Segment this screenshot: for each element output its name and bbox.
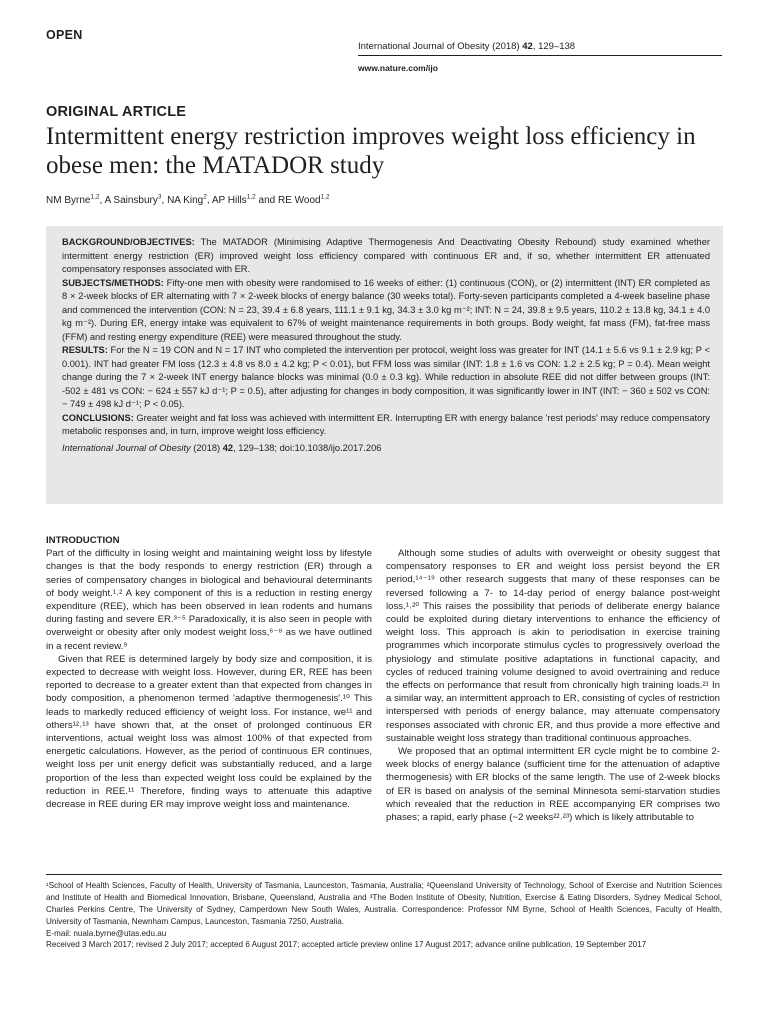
author-affiliation-marker: 1,2 xyxy=(90,193,100,201)
author-affiliation-marker: 2 xyxy=(203,193,207,201)
body-paragraph: Part of the difficulty in losing weight and maintaining weight loss by lifestyle changes is that the body responds to energy restriction (ER) through a series of compensatory changes in biological and behavioural determinants of body weight.¹˒² A key component of this is a reduction in resting energy expenditure (REE), which has been observed in lean rodents and humans during fasting and severe ER.³⁻⁵ Paradoxically, it is also seen in people with overweight or obesity after only modest weight loss,⁶⁻⁸ as we have outlined in a recent review.⁹ xyxy=(46,548,372,652)
author-name: AP Hills xyxy=(211,195,247,206)
abstract-results-text: For the N = 19 CON and N = 17 INT who completed the intervention per protocol, weight loss was greater for INT (14.1 ± 5.6 vs 9.1 ± 2.9 kg; P < 0.001). INT had greater FM loss (12.3 ± 4.8 vs 8.0 ± 4.2 kg; P < 0.01), but FFM loss was similar (INT: 1.8 ± 1.6 vs CON: 1.2 ± 2.5 kg; P = 0.4). Mean weight change during the 7 × 2-week INT energy balance blocks was minimal (0.0 ± 0.3 kg). While reduction in absolute REE did not differ between groups (INT: -502 ± 481 vs CON: − 624 ± 557 kJ d⁻¹; P = 0.5), after adjusting for changes in body composition, it was significantly lower in INT (INT: − 360 ± 502 vs CON: − 749 ± 498 kJ d⁻¹; P < 0.05). xyxy=(62,345,710,409)
citation-doi[interactable]: , 129–138; doi:10.1038/ijo.2017.206 xyxy=(233,442,382,453)
open-access-label: OPEN xyxy=(46,28,83,42)
abstract-results-label: RESULTS: xyxy=(62,345,108,355)
abstract-methods xyxy=(62,277,710,345)
journal-citation-name: International Journal of Obesity (2018) xyxy=(358,41,523,52)
author-name: A Sainsbury xyxy=(104,195,158,206)
abstract-text xyxy=(62,236,710,455)
journal-citation-pages: , 129–138 xyxy=(532,41,576,52)
affiliation-footnotes xyxy=(46,880,722,940)
abstract-background xyxy=(62,236,710,277)
article-type-label: ORIGINAL ARTICLE xyxy=(46,104,187,120)
abstract-methods-label: SUBJECTS/METHODS: xyxy=(62,277,164,288)
author-list: NM Byrne$^{1,2}$, A Sainsbury$^3$, NA King$^2$, AP Hills$^{1,2}$ and RE Wood$^{1,2}$ xyxy=(46,193,330,206)
body-paragraph: Given that REE is determined largely by body size and composition, it is expected to decrease with weight loss. However, during ER, REE has been reported to decrease to a greater extent than that expected from changes in body composition, a phenomenon termed 'adaptive thermogenesis'.¹⁰ This leads to markedly reduced efficiency of weight loss. For instance, we¹¹ and others¹²˒¹³ have shown that, at the onset of prolonged continuous ER interventions, actual weight loss was almost 100% of that expected from energetic calculations. However, as the period of continuous ER continues, weight loss per unit energy deficit was substantially reduced, and a large proportion of the less than expected weight loss could be explained by the reduction in REE.¹¹ Therefore, finding ways to attenuate this adaptive decrease in REE during ER may improve weight loss and maintenance. xyxy=(46,653,372,811)
author-name: NM Byrne xyxy=(46,195,91,206)
body-column-left xyxy=(46,534,372,811)
journal-url[interactable]: www.nature.com/ijo xyxy=(358,63,438,73)
abstract-methods-text: Fifty-one men with obesity were randomised to 16 weeks of either: (1) continuous (CON), or (2) intermittent (INT) ER completed as 8 × 2-week blocks of ER alternating with 7 × 2-week blocks of energy balance (30 weeks total). Forty-seven participants completed a 4-week baseline phase and commenced the intervention (CON: N = 23, 39.4 ± 6.8 years, 111.1 ± 9.1 kg, 34.3 ± 3.0 kg m⁻²; INT: N = 24, 39.8 ± 9.5 years, 110.2 ± 13.8 kg, 34.1 ± 4.0 kg m⁻²). During ER, energy intake was equivalent to 67% of weight maintenance requirements in both groups. Body weight, fat mass (FM), fat-free mass (FFM) and resting energy expenditure (REE) were measured throughout the study. xyxy=(62,277,710,342)
abstract-results xyxy=(62,344,710,412)
citation-year: (2018) xyxy=(190,442,223,453)
abstract-citation xyxy=(62,442,710,456)
abstract-box xyxy=(46,226,723,504)
abstract-conclusions-text: Greater weight and fat loss was achieved with intermittent ER. Interrupting ER with energy balance 'rest periods' may reduce compensatory metabolic responses and, in turn, improve weight loss efficiency. xyxy=(62,412,710,436)
article-title: Intermittent energy restriction improves weight loss efficiency in obese men: the MATADOR study xyxy=(46,123,696,179)
abstract-conclusions xyxy=(62,412,710,439)
abstract-conclusions-label: CONCLUSIONS: xyxy=(62,412,134,423)
author-affiliation-marker: 1,2 xyxy=(320,193,330,201)
introduction-heading: INTRODUCTION xyxy=(46,535,120,546)
journal-citation xyxy=(358,41,575,52)
footnote-rule xyxy=(46,874,722,875)
author-affiliation-marker: 1,2 xyxy=(246,193,256,201)
header-rule xyxy=(358,55,722,56)
correspondence-email[interactable]: E-mail: nuala.byrne@utas.edu.au xyxy=(46,929,167,938)
author-affiliation-marker: 3 xyxy=(157,193,162,201)
citation-journal: International Journal of Obesity xyxy=(62,442,191,453)
body-paragraph: Although some studies of adults with overweight or obesity suggest that compensatory responses to ER and weight loss persist beyond the ER period,¹⁴⁻¹⁹ other research suggests that many of these responses can be reversed following a 7- to 14-day period of energy balance post-weight loss.¹˒²⁰ This raises the possibility that periods of deliberate energy balance could be exploited during dietary interventions to enhance the efficiency of weight loss. This approach is akin to periodisation in exercise training programmes which incorporate stimulus cycles to progressively overload the physiology and stimulate positive adaptations in functional capacity, and cycles of reduced training volume designed to avoid overtraining and reduce the effects on performance that result from chronically high training loads.²¹ In a similar way, an intermittent approach to ER, consisting of cycles of restriction interspersed with periods of energy balance, may attenuate compensatory responses associated with chronic ER, and thus provide a more effective and sustainable weight loss strategy than traditional continuous approaches. xyxy=(386,548,720,744)
journal-citation-volume: 42 xyxy=(522,41,533,52)
body-paragraph: We proposed that an optimal intermittent ER cycle might be to combine 2-week blocks of energy balance (sufficient time for the attenuation of adaptive thermogenesis) with ER blocks of the same length. The use of 2-week blocks of ER is based on analysis of the seminal Minnesota semi-starvation studies which revealed that the reduction in REE accompanying ER comprises two phases; a rapid, early phase (~2 weeks²²˒²³) which is likely attributable to xyxy=(386,746,720,824)
affiliations-text: ¹School of Health Sciences, Faculty of Health, University of Tasmania, Launceston, Tasmania, Australia; ²Queensland University of Technology, School of Exercise and Nutrition Sciences and Institute of Health and Biomedical Innovation, Brisbane, Queensland, Australia and ³The Boden Institute of Obesity, Nutrition, Exercise & Eating Disorders, Sydney Medical School, Charles Perkins Centre, The University of Sydney, Camperdown New South Wales, Australia. Correspondence: Professor NM Byrne, School of Health Sciences, Faculty of Health, University of Tasmania, Newnham Campus, Launceston, Tasmania 7250, Australia. xyxy=(46,881,722,926)
abstract-background-label: BACKGROUND/OBJECTIVES: xyxy=(62,237,195,247)
author-name: NA King xyxy=(167,195,204,206)
article-history-dates: Received 3 March 2017; revised 2 July 2017; accepted 6 August 2017; accepted article preview online 17 August 2017; advance online publication, 19 September 2017 xyxy=(46,940,647,949)
abstract-background-text: The MATADOR (Minimising Adaptive Thermogenesis And Deactivating Obesity Rebound) study examined whether intermittent energy restriction (ER) improved weight loss efficiency compared with continuous ER and, if so, whether intermittent ER attenuated compensatory responses associated with ER. xyxy=(62,237,710,274)
citation-volume: 42 xyxy=(222,442,234,453)
body-column-right xyxy=(386,547,720,824)
author-name: RE Wood xyxy=(277,195,321,206)
